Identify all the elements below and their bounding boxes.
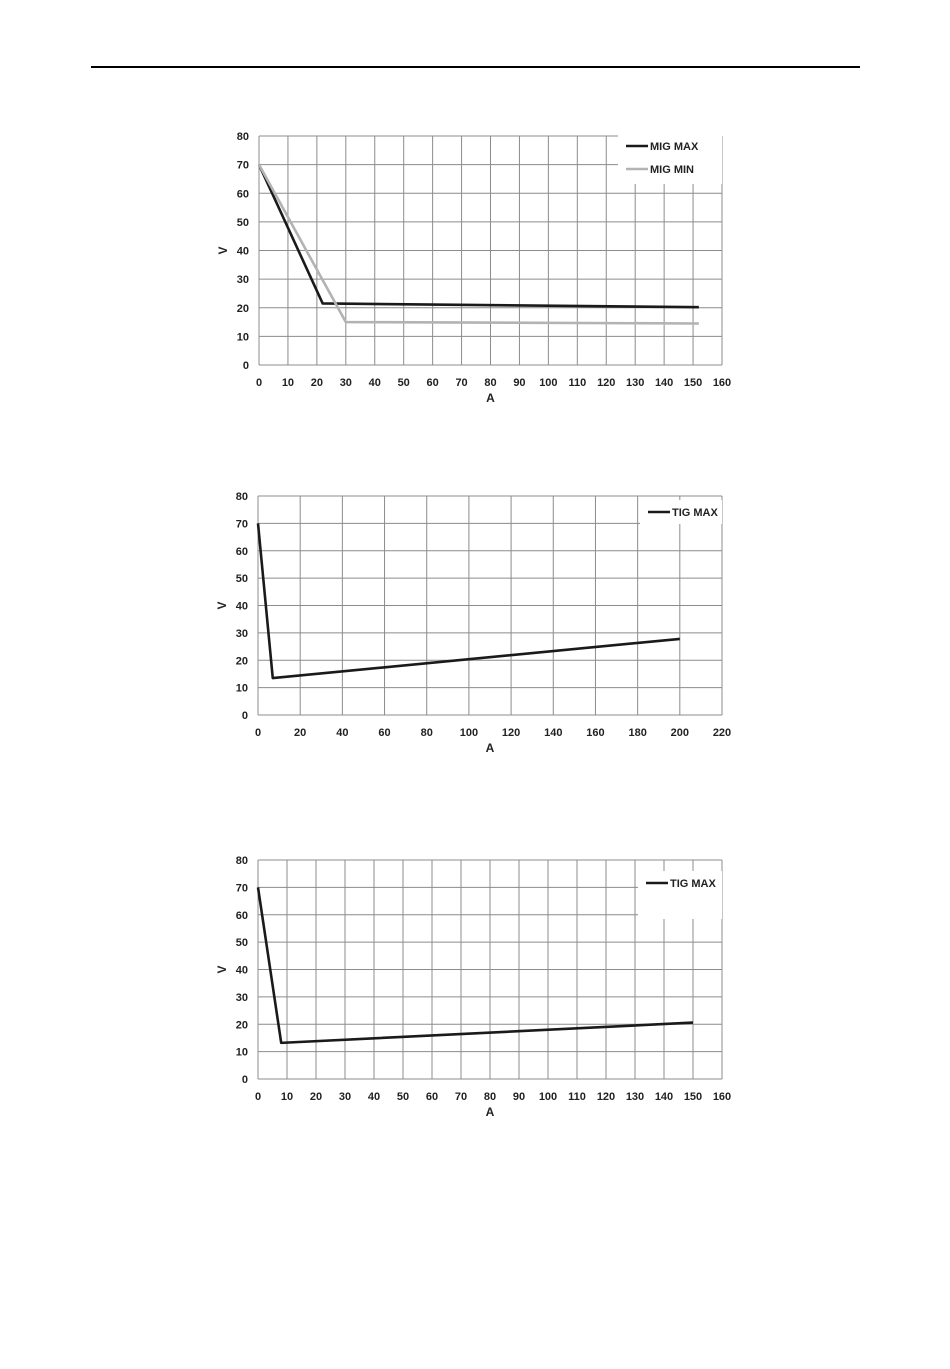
y-tick-label: 70 bbox=[236, 159, 249, 172]
y-tick-label: 70 bbox=[235, 882, 248, 895]
y-tick-label: 10 bbox=[235, 1046, 248, 1059]
y-tick-label: 60 bbox=[235, 909, 248, 922]
series-line-mig-min bbox=[259, 165, 699, 324]
chart-tig-va-curve bbox=[0, 480, 950, 780]
x-tick-label: 140 bbox=[544, 727, 563, 739]
x-tick-label: 90 bbox=[512, 1091, 526, 1103]
x-axis-label: A bbox=[485, 741, 495, 755]
y-tick-label: 60 bbox=[236, 188, 249, 201]
y-tick-label: 40 bbox=[235, 964, 248, 977]
legend-label: MIG MIN bbox=[650, 164, 694, 176]
y-tick-label: 20 bbox=[236, 302, 249, 315]
x-tick-label: 110 bbox=[568, 1091, 586, 1103]
x-axis-label: A bbox=[485, 1105, 495, 1119]
x-tick-label: 150 bbox=[683, 377, 703, 389]
x-tick-label: 100 bbox=[539, 377, 558, 389]
x-tick-label: 0 bbox=[255, 377, 263, 389]
x-tick-label: 140 bbox=[654, 1091, 674, 1103]
y-tick-label: 0 bbox=[241, 1074, 248, 1086]
y-tick-label: 30 bbox=[236, 274, 249, 287]
x-tick-label: 120 bbox=[596, 1091, 616, 1103]
x-tick-label: 120 bbox=[597, 377, 616, 389]
x-axis-label: A bbox=[486, 391, 495, 405]
x-tick-label: 50 bbox=[397, 377, 410, 389]
x-tick-label: 100 bbox=[538, 1091, 558, 1103]
y-axis-label: V bbox=[216, 246, 230, 255]
x-tick-label: 100 bbox=[459, 727, 479, 739]
x-tick-label: 20 bbox=[309, 1091, 323, 1103]
y-tick-label: 50 bbox=[235, 573, 248, 586]
y-axis-label: V bbox=[215, 601, 229, 610]
y-tick-label: 20 bbox=[235, 655, 248, 668]
x-tick-label: 60 bbox=[426, 377, 439, 389]
x-tick-label: 80 bbox=[484, 377, 497, 389]
y-tick-label: 0 bbox=[242, 360, 249, 372]
x-tick-label: 60 bbox=[425, 1091, 439, 1103]
x-tick-label: 10 bbox=[280, 1091, 294, 1103]
header-rule bbox=[91, 66, 860, 68]
y-tick-label: 80 bbox=[236, 131, 249, 143]
x-tick-label: 110 bbox=[568, 377, 587, 389]
x-tick-label: 20 bbox=[294, 727, 307, 739]
x-tick-label: 220 bbox=[712, 727, 732, 739]
x-tick-label: 50 bbox=[396, 1091, 410, 1103]
y-tick-label: 70 bbox=[235, 518, 248, 531]
x-tick-label: 150 bbox=[683, 1091, 703, 1103]
y-tick-label: 20 bbox=[235, 1019, 248, 1032]
x-tick-label: 60 bbox=[378, 727, 391, 739]
x-tick-label: 0 bbox=[254, 727, 262, 739]
x-tick-label: 130 bbox=[625, 1091, 645, 1103]
x-tick-label: 180 bbox=[628, 727, 647, 739]
y-tick-label: 80 bbox=[235, 491, 248, 503]
x-tick-label: 70 bbox=[454, 1091, 468, 1103]
x-tick-label: 10 bbox=[281, 377, 295, 389]
x-tick-label: 80 bbox=[420, 727, 433, 739]
x-tick-label: 40 bbox=[336, 727, 349, 739]
x-tick-label: 90 bbox=[513, 377, 526, 389]
series-line-tig-max bbox=[258, 887, 693, 1042]
x-tick-label: 200 bbox=[670, 727, 689, 739]
x-tick-label: 80 bbox=[483, 1091, 497, 1103]
x-tick-label: 40 bbox=[367, 1091, 381, 1103]
y-tick-label: 50 bbox=[236, 216, 249, 229]
x-tick-label: 160 bbox=[712, 377, 732, 389]
legend-label: TIG MAX bbox=[670, 878, 716, 890]
y-tick-label: 60 bbox=[235, 545, 248, 558]
x-tick-label: 40 bbox=[368, 377, 381, 389]
x-tick-label: 30 bbox=[339, 377, 352, 389]
y-tick-label: 10 bbox=[236, 331, 249, 344]
x-tick-label: 120 bbox=[501, 727, 521, 739]
x-tick-label: 130 bbox=[626, 377, 645, 389]
x-tick-label: 20 bbox=[310, 377, 323, 389]
y-tick-label: 0 bbox=[241, 710, 248, 722]
y-tick-label: 40 bbox=[235, 600, 248, 613]
x-tick-label: 0 bbox=[254, 1091, 262, 1103]
y-tick-label: 40 bbox=[236, 245, 249, 258]
chart-tig-va-curve-2 bbox=[0, 845, 950, 1145]
x-tick-label: 160 bbox=[712, 1091, 732, 1103]
y-tick-label: 10 bbox=[235, 682, 248, 695]
y-tick-label: 30 bbox=[235, 991, 248, 1004]
x-tick-label: 30 bbox=[338, 1091, 352, 1103]
x-tick-label: 70 bbox=[455, 377, 468, 389]
y-tick-label: 50 bbox=[235, 937, 248, 950]
y-tick-label: 30 bbox=[235, 627, 248, 640]
x-tick-label: 160 bbox=[586, 727, 605, 739]
legend-label: TIG MAX bbox=[672, 507, 718, 519]
chart-mig-va-curve bbox=[0, 120, 950, 420]
x-tick-label: 140 bbox=[654, 377, 674, 389]
legend-label: MIG MAX bbox=[650, 141, 699, 153]
y-axis-label: V bbox=[215, 965, 229, 974]
y-tick-label: 80 bbox=[235, 855, 248, 867]
